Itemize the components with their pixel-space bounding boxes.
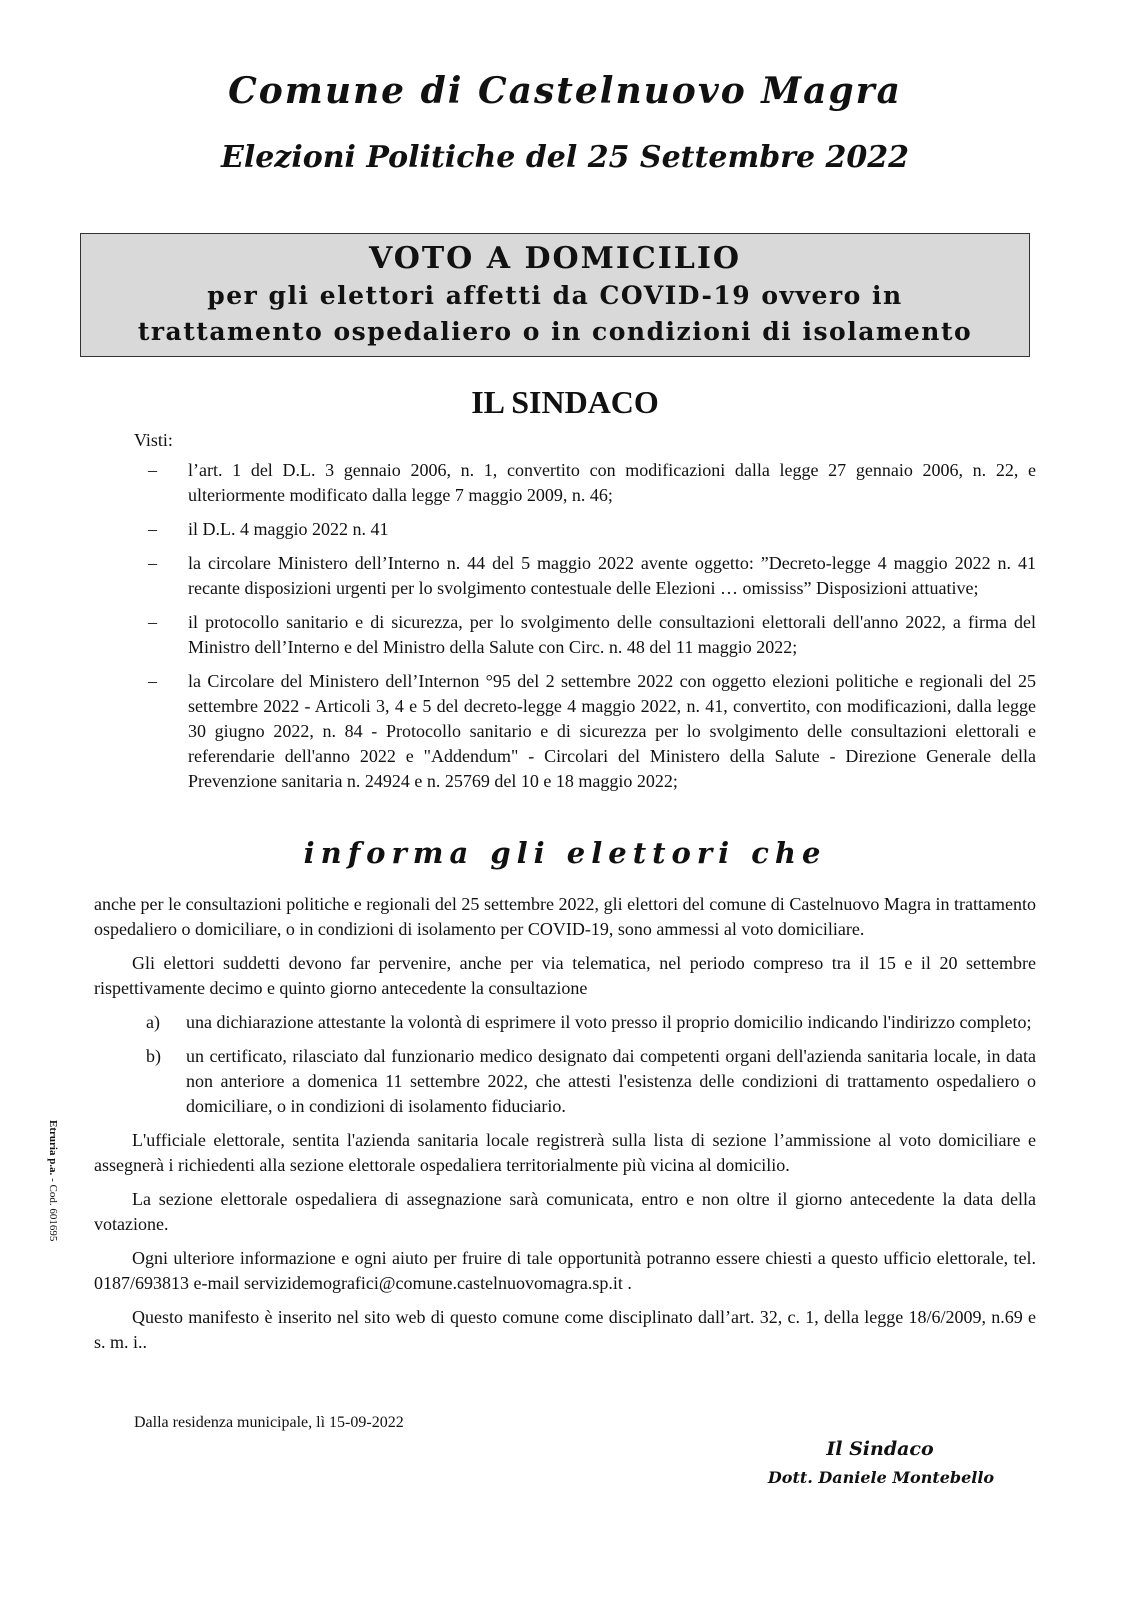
notice-box [80, 233, 1030, 357]
notice-body [94, 892, 1036, 1364]
recital-text: il protocollo sanitario e di sicurezza, per lo svolgimento delle consultazioni elettorali dell'anno 2022, a firma del Ministro dell’Interno e del Ministro della Salute con Circ. n. 48 del 11 maggio 2022; [188, 612, 1036, 657]
election-subtitle: Elezioni Politiche del 25 Settembre 2022 [220, 140, 910, 175]
recital-text: la Circolare del Ministero dell’Internon °95 del 2 settembre 2022 con oggetto elezioni politiche e regionali del 25 settembre 2022 - Articoli 3, 4 e 5 del decreto-legge 4 maggio 2022, n. 41, convertito, con modificazioni, dalla legge 30 giugno 2022, n. 84 - Protocollo sanitario e di sicurezza per lo svolgimento delle consultazioni elettorali e referendarie dell'anno 2022 e "Addendum" - Circolari del Ministero della Salute - Direzione Generale della Prevenzione sanitaria n. 24924 e n. 25769 del 10 e 18 maggio 2022; [188, 671, 1036, 791]
signature-name: Dott. Daniele Montebello [767, 1468, 995, 1487]
notice-line-2: trattamento ospedaliero o in condizioni di isolamento [137, 317, 973, 346]
recital-item [148, 517, 1036, 542]
body-paragraph: Gli elettori suddetti devono far pervenire, anche per via telematica, nel periodo compreso tra il 15 e il 20 settembre rispettivamente decimo e quinto giorno antecedente la consultazione [94, 953, 1036, 998]
body-paragraph: L'ufficiale elettorale, sentita l'azienda sanitaria locale registrerà sulla lista di sezione l’ammissione al voto domiciliare e assegnerà i richiedenti alla sezione elettorale ospedaliera territorialmente più vicina al domicilio. [94, 1130, 1036, 1175]
recital-item [148, 669, 1036, 794]
informa-heading: informa gli elettori che [303, 836, 827, 870]
recital-item [148, 610, 1036, 660]
signature-role: Il Sindaco [826, 1438, 934, 1460]
notice-line-1: per gli elettori affetti da COVID-19 ovvero in [207, 281, 903, 310]
body-paragraph: Ogni ulteriore informazione e ogni aiuto per fruire di tale opportunità potranno essere chiesti a questo ufficio elettorale, tel. 0187/693813 e-mail servizidemografici@comune.castelnuovomagra.sp.it . [94, 1248, 1036, 1293]
recitals-list [148, 458, 1036, 803]
municipality-title: Comune di Castelnuovo Magra [228, 70, 902, 112]
recital-text: la circolare Ministero dell’Interno n. 44 del 5 maggio 2022 avente oggetto: ”Decreto-legge 4 maggio 2022 n. 41 recante disposizioni urgenti per lo svolgimento contestuale delle Elezioni … omississ” Disposizioni attuative; [188, 553, 1036, 598]
recital-marker: – [148, 671, 157, 691]
body-paragraph: anche per le consultazioni politiche e regionali del 25 settembre 2022, gli elettori del comune di Castelnuovo Magra in trattamento ospedaliero o domiciliare, o in condizioni di isolamento per COVID-19, sono ammessi al voto domiciliare. [94, 894, 1036, 939]
printer-name: Etruria p.a. [47, 1120, 59, 1176]
recital-marker: – [148, 460, 157, 480]
recital-item [148, 551, 1036, 601]
item-marker: a) [146, 1012, 160, 1032]
recital-text: il D.L. 4 maggio 2022 n. 41 [188, 519, 389, 539]
notice-title: VOTO A DOMICILIO [368, 241, 742, 276]
recital-item [148, 458, 1036, 508]
item-text: una dichiarazione attestante la volontà di esprimere il voto presso il proprio domicilio indicando l'indirizzo completo; [186, 1012, 1032, 1032]
item-text: un certificato, rilasciato dal funzionario medico designato dai competenti organi dell'azienda sanitaria locale, in data non anteriore a domenica 11 settembre 2022, che attesti l'esistenza delle condizioni di trattamento ospedaliero o domiciliare, o in condizioni di isolamento fiduciario. [186, 1046, 1036, 1116]
recital-text: l’art. 1 del D.L. 3 gennaio 2006, n. 1, convertito con modificazioni dalla legge 27 gennaio 2006, n. 22, e ulteriormente modificato dalla legge 7 maggio 2009, n. 46; [188, 460, 1036, 505]
recital-marker: – [148, 519, 157, 539]
printer-code: - Cod. 601695 [47, 1175, 59, 1242]
printer-credit [47, 1120, 59, 1270]
body-paragraph: La sezione elettorale ospedaliera di assegnazione sarà comunicata, entro e non oltre il giorno antecedente la data della votazione. [94, 1189, 1036, 1234]
requirement-item-a [94, 1010, 1036, 1035]
place-date: Dalla residenza municipale, lì 15-09-2022 [134, 1414, 404, 1431]
item-marker: b) [146, 1046, 161, 1066]
requirement-item-b [94, 1044, 1036, 1119]
body-paragraph: Questo manifesto è inserito nel sito web di questo comune come disciplinato dall’art. 32, c. 1, della legge 18/6/2009, n.69 e s. m. i.. [94, 1307, 1036, 1352]
recital-marker: – [148, 553, 157, 573]
authority-heading: IL SINDACO [471, 384, 659, 420]
recital-marker: – [148, 612, 157, 632]
visti-label: Visti: [134, 430, 173, 450]
